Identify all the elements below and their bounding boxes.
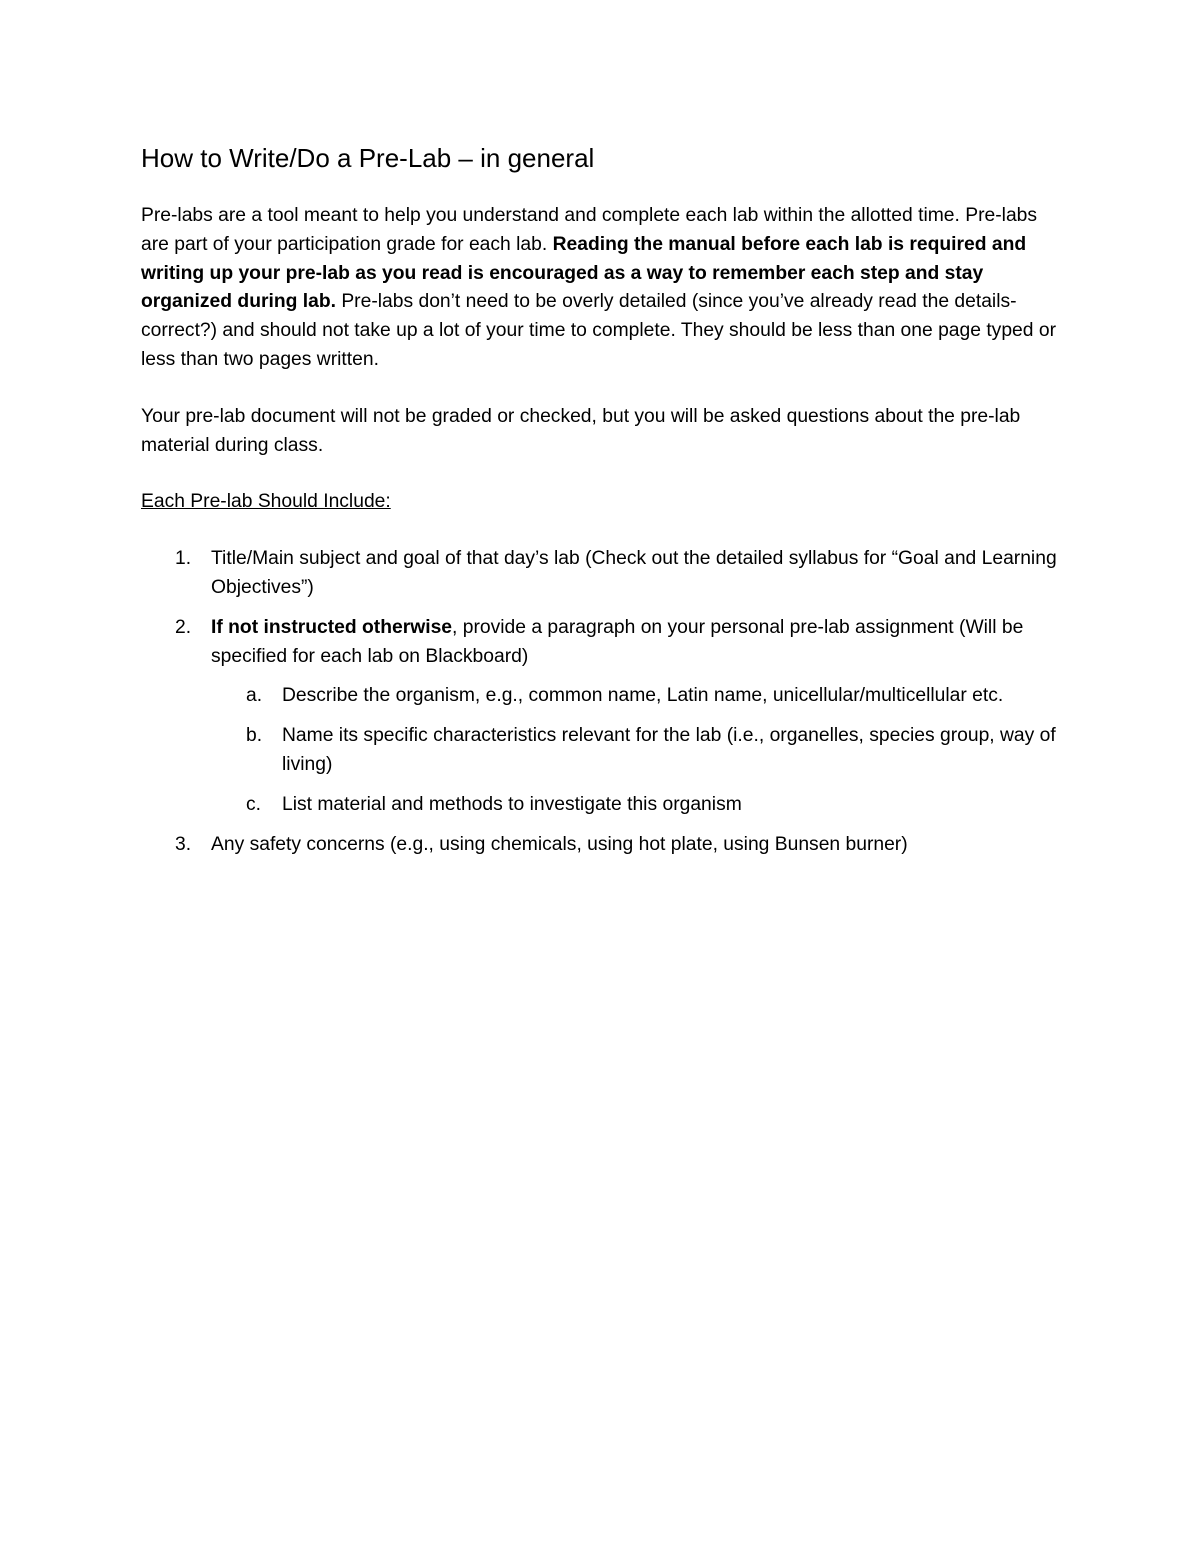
- list-marker: 3.: [175, 833, 192, 855]
- sub-list-marker: c.: [246, 793, 261, 815]
- section-heading: Each Pre-lab Should Include:: [141, 491, 391, 513]
- list-marker: 1.: [175, 548, 192, 570]
- list-item-1: [141, 545, 1061, 603]
- sub-list: [211, 682, 1061, 819]
- list-item-text: , provide a paragraph on your personal pre-lab assignment (Will be specified for each lab on Blackboard): [211, 616, 1024, 667]
- document-title: How to Write/Do a Pre-Lab – in general: [141, 143, 595, 173]
- document-page: [141, 138, 1061, 870]
- sub-item-text: Name its specific characteristics relevant for the lab (i.e., organelles, species group, way of living): [282, 725, 1056, 775]
- list-item-2: [141, 614, 1061, 820]
- requirements-list: [141, 545, 1061, 859]
- grading-note-paragraph: Your pre-lab document will not be graded or checked, but you will be asked questions about the pre-lab material during class.: [141, 405, 1021, 456]
- intro-bold-text: Reading the manual before each lab is required and writing up your pre-lab as you read is encouraged as a way to remember each step and stay organized during lab.: [141, 233, 1027, 313]
- intro-text-1: Pre-labs are a tool meant to help you understand and complete each lab within the allotted time. Pre-labs are part of your participation grade for each lab.: [141, 205, 1038, 255]
- sub-item-c: [141, 791, 1061, 820]
- sub-item-text: Describe the organism, e.g., common name, Latin name, unicellular/multicellular etc.: [282, 685, 1004, 707]
- sub-item-text: List material and methods to investigate this organism: [282, 793, 742, 815]
- sub-list-marker: a.: [246, 685, 263, 707]
- intro-text-2: Pre-labs don’t need to be overly detailed (since you’ve already read the details- correct?) and should not take up a lot of your time to complete. They should be less than one page typed or less than two pages written.: [141, 291, 1056, 370]
- list-item-text: Title/Main subject and goal of that day’s lab (Check out the detailed syllabus for “Goal and Learning Objectives”): [211, 548, 1057, 598]
- list-marker: 2.: [175, 616, 192, 638]
- intro-paragraph: [141, 202, 1061, 375]
- list-item-text: Any safety concerns (e.g., using chemicals, using hot plate, using Bunsen burner): [211, 833, 908, 855]
- sub-item-b: [141, 722, 1061, 780]
- list-item-bold-text: If not instructed otherwise: [211, 616, 453, 638]
- list-item-3: [141, 831, 1061, 860]
- sub-list-marker: b.: [246, 725, 263, 747]
- sub-item-a: [141, 682, 1061, 711]
